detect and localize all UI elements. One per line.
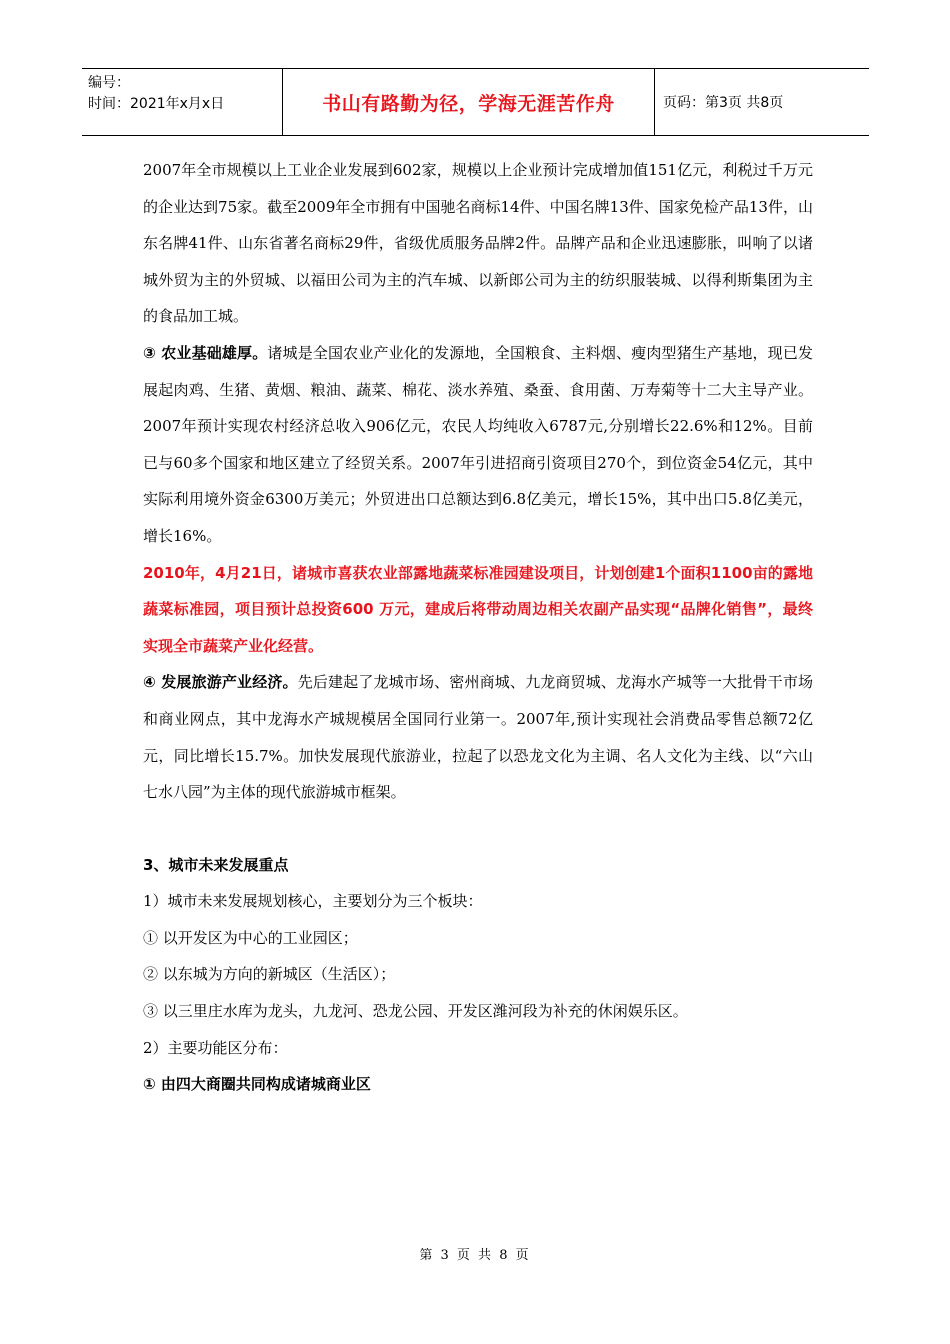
- paragraph-vegetable-project: 2010年，4月21日，诸城市喜获农业部露地蔬菜标准园建设项目，计划创建1个面积1100亩的露地蔬菜标准园，项目预计总投资600 万元，建成后将带动周边相关农副产品实现“品牌化销售”，最终实现全市蔬菜产业化经营。: [143, 563, 813, 655]
- paragraph-agriculture-text: 诸城是全国农业产业化的发源地，全国粮食、主料烟、瘦肉型猪生产基地，现已发展起肉鸡、生猪、黄烟、粮油、蔬菜、棉花、淡水养殖、桑蚕、食用菌、万寿菊等十二大主导产业。2007年预计实现农村经济总收入906亿元，农民人均纯收入6787元,分别增长22.6%和12%。目前已与60多个国家和地区建立了经贸关系。2007年引进招商引资项目270个，到位资金54亿元，其中实际利用境外资金6300万美元；外贸进出口总额达到6.8亿美元，增长15%，其中出口5.8亿美元，增长16%。: [143, 343, 813, 545]
- list-item-1: 1）城市未来发展规划核心，主要划分为三个板块：: [143, 892, 483, 911]
- paragraph-tourism-heading: ④ 发展旅游产业经济。: [143, 673, 298, 692]
- document-body: [143, 152, 813, 1103]
- paragraph-tourism: [143, 664, 813, 810]
- header-meta: [82, 69, 282, 135]
- list-item-1-a: ① 以开发区为中心的工业园区；: [143, 928, 358, 947]
- paragraph-tourism-text: 先后建起了龙城市场、密州商城、九龙商贸城、龙海水产城等一大批骨干市场和商业网点，其中龙海水产城规模居全国同行业第一。2007年,预计实现社会消费品零售总额72亿元，同比增长15.7%。加快发展现代旅游业，拉起了以恐龙文化为主调、名人文化为主线、以“六山七水八园”为主体的现代旅游城市框架。: [143, 673, 813, 802]
- list-item-2: 2）主要功能区分布：: [143, 1038, 288, 1057]
- list-item-1-c: ③ 以三里庄水库为龙头，九龙河、恐龙公园、开发区潍河段为补充的休闲娱乐区。: [143, 1002, 688, 1021]
- paragraph-industry: 2007年全市规模以上工业企业发展到602家，规模以上企业预计完成增加值151亿元，利税过千万元的企业达到75家。截至2009年全市拥有中国驰名商标14件、中国名牌13件、国家免检产品13件，山东名牌41件、山东省著名商标29件，省级优质服务品牌2件。品牌产品和企业迅速膨胀，叫响了以诸城外贸为主的外贸城、以福田公司为主的汽车城、以新郎公司为主的纺织服装城、以得利斯集团为主的食品加工城。: [143, 161, 813, 326]
- list-item-1-b: ② 以东城为方向的新城区（生活区）；: [143, 965, 396, 984]
- document-date-label: 时间：2021年x月x日: [88, 96, 225, 112]
- section-spacer: [143, 811, 813, 847]
- header-page-number: 页码：第3页 共8页: [663, 95, 784, 111]
- paragraph-agriculture: [143, 335, 813, 555]
- document-number-label: 编号：: [88, 75, 130, 91]
- header-motto: 书山有路勤为径，学海无涯苦作舟: [282, 69, 655, 135]
- paragraph-agriculture-heading: ③ 农业基础雄厚。: [143, 343, 268, 362]
- page-footer: 第 3 页 共 8 页: [419, 1248, 531, 1263]
- section-3-heading: 3、城市未来发展重点: [143, 855, 289, 874]
- list-item-2-a: ① 由四大商圈共同构成诸城商业区: [143, 1075, 371, 1094]
- page-header: [82, 68, 869, 136]
